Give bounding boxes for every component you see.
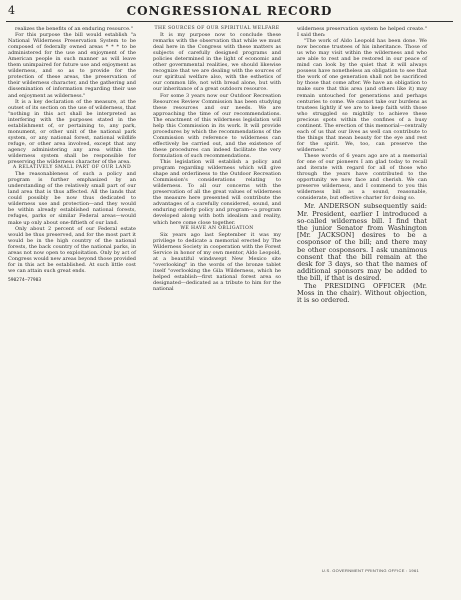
column-3 <box>297 26 427 304</box>
section-heading: A RELATIVELY SMALL PART OF OUR LAND <box>12 165 132 171</box>
paragraph: The PRESIDING OFFICER (Mr. Moss in the chair). Without objection, it is so ordered. <box>297 281 427 304</box>
section-heading: WE HAVE AN OBLIGATION <box>180 225 254 231</box>
paragraph: Six years ago last September it was my privilege to dedicate a memorial erected by The Wilderness Society in cooperation with the Forest Service in honor of my own mentor, Aldo Leopold, at a beautiful windswept New Mexico site "overlooking" in the words of the bronze tablet itself "overlooking the Gila Wilderness, which he helped establish—first national forest area so designated—dedicated as a tribute to him for the national <box>153 231 281 293</box>
header-rule <box>6 21 453 22</box>
paragraph: The reasonableness of such a policy and program is further emphasized by an understanding of the relatively small part of our land area that is thus affected. All the lands that could possibly be now thus dedicated to wilderness use and protection—and they would be within already established national forests, refuges, parks or similar Federal areas—would make up only about one-fiftieth of our land. <box>8 171 136 226</box>
section-heading: THE SOURCES OF OUR SPIRITUAL WELFARE <box>154 26 280 31</box>
column-2 <box>153 26 281 292</box>
paragraph: These words of 6 years ago are at a memorial for one of our pioneers I am glad today to recall and iterate with regard for all of those who through the years have contributed to the opportunity we now face and cherish. We can preserve wilderness, and I commend to you this wilderness bill as a sound, reasonable, considerate, but effective charter for doing so. <box>297 152 427 202</box>
paragraph: realizes the benefits of an enduring resource." <box>15 26 133 32</box>
paragraph: "The work of Aldo Leopold has been done. We now become trustees of his inheritance. Those of us who may visit within the wilderness and who are able to rest and be restored in our peace of mind can look by the quiet that it will always possess have nonetheless an obligation to see that the work of one generation shall not be sacrificed by those that come after. We have an obligation to make sure that this area (and others like it) may remain untouched for generations and perhaps centuries to come. We cannot take our burdens as trustees lightly if we are to keep faith with those who struggled so mightily to achieve these precious spots within the confines of a busy continent. The erection of this memorial—centrally each of us that our lives as well can contribute to the things that mean beauty for the eye and rest for the spirit. We, too, can preserve the wilderness." <box>297 38 427 153</box>
print-code: 590274—77903 <box>8 277 42 283</box>
paragraph: It is a key declaration of the measure, at the outset of its section on the use of wilderness, that "nothing in this act shall be interpreted as interfering with the purposes stated in the establishment of, or pertaining to, any park, monument, or other unit of the national park system, or any national forest, national wildlife refuge, or other area involved, except that any agency administering any area within the wilderness system shall be responsible for preserving the wilderness character of the area. <box>8 98 136 166</box>
page-title: CONGRESSIONAL RECORD <box>126 4 333 18</box>
page-header <box>6 4 453 20</box>
page-number: 4 <box>8 4 15 17</box>
column-1 <box>8 26 136 284</box>
paragraph: wilderness preservation system he helped create." I said then: <box>297 26 427 39</box>
paragraph: Mr. ANDERSON subsequently said: Mr. President, earlier I introduced a so-called wilderness bill. I find that the junior Senator from Washington [Mr. JACKSON] desires to be a cosponsor of the bill; and there may be other cosponsors. I ask unanimous consent that the bill remain at the desk for 3 days, so that the names of additional sponsors may be added to the bill, if that is desired. <box>297 202 427 283</box>
paragraph: For this purpose the bill would establish "a National Wilderness Preservation System to be composed of federally owned areas * * * to be administered for the use and enjoyment of the American people in such manner as will leave them unimpaired for future use and enjoyment as wilderness, and so as to provide for the protection of these areas, the preservation of their wilderness character, and the gathering and dissemination of information regarding their use and enjoyment as wilderness." <box>8 32 136 99</box>
paragraph: For some 3 years now our Outdoor Recreation Resources Review Commission has been studying these resources and our needs. We are approaching the time of our recommendations. The enactment of this wilderness legislation will help this Commission in its work. It will provide procedures by which the recommendations of the Commission with reference to wilderness can effectively be carried out, and the existence of these procedures can indeed facilitate the very formulation of such recommendations. <box>153 92 281 159</box>
paragraph: Only about 2 percent of our Federal estate would be thus preserved, and for the most part it would be in the high country of the national forests, the back country of the national parks, in areas not now open to exploitation. Only by act of Congress would new areas beyond those provided for in this act be established. At such little cost we can attain such great ends. <box>8 225 136 274</box>
paragraph: It is my purpose now to conclude these remarks with the observation that while we must deal here in the Congress with these matters as subjects of carefully designed programs and policies determined in the light of economic and other governmental realities, we should likewise recognize that we are dealing with the sources of our spiritual welfare also, with the esthetics of our common life, not with bread alone, but with our inheritance of a great outdoors resource. <box>153 32 281 93</box>
printer-imprint: U.S. GOVERNMENT PRINTING OFFICE : 1961 <box>321 568 419 573</box>
paragraph: This legislation will establish a policy and program regarding wilderness which will give shape and orderliness to the Outdoor Recreation Commission's considerations relating to wilderness. To all our concerns with the preservation of all the great values of wilderness the measure here presented will contribute the advantages of a carefully considered, sound, and enduring orderly policy and program—a program developed along with both idealism and reality, which here come close together. <box>153 159 281 226</box>
